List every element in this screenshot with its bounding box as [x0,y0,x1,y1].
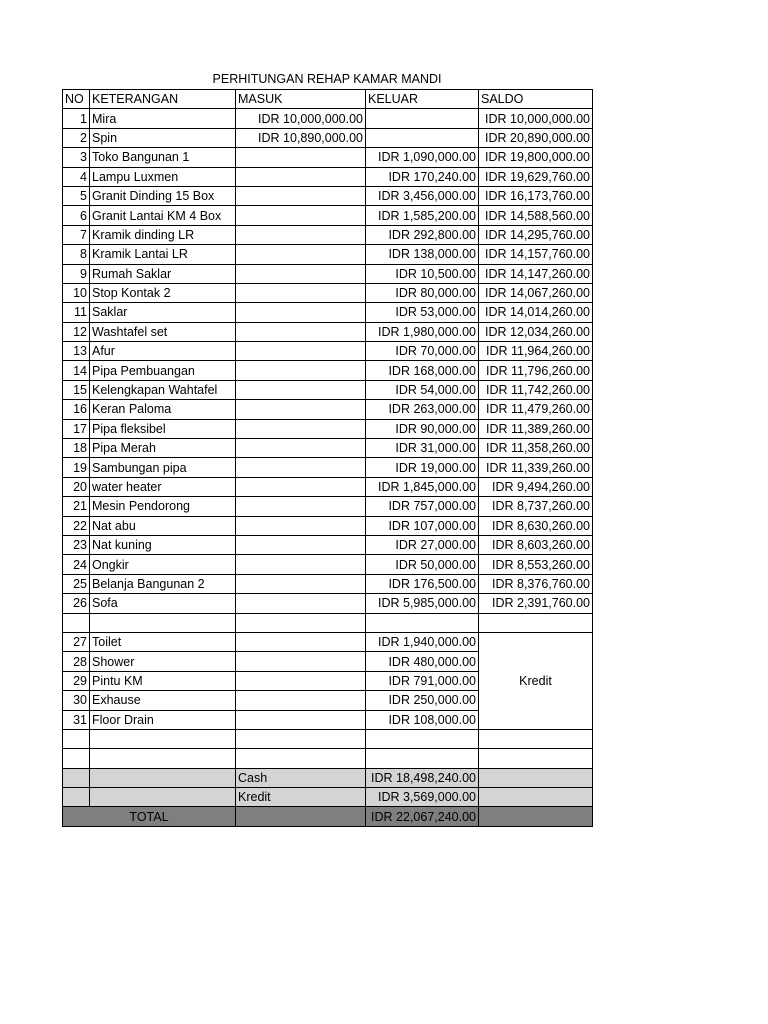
row-keluar-cell[interactable]: IDR 5,985,000.00 [366,594,479,613]
table-row [63,477,593,496]
blank-cell[interactable] [366,729,479,748]
row-masuk-cell[interactable] [236,303,366,322]
row-no-cell[interactable]: 6 [63,206,90,225]
blank-cell[interactable] [63,768,90,787]
row-keterangan-cell[interactable]: Floor Drain [90,710,236,729]
kredit-merged-cell[interactable]: Kredit [479,632,593,729]
row-keterangan-cell[interactable]: Pipa Pembuangan [90,361,236,380]
row-keluar-cell[interactable]: IDR 70,000.00 [366,342,479,361]
cash-label[interactable]: Cash [236,768,366,787]
blank-cell[interactable] [63,613,90,632]
row-masuk-cell[interactable] [236,264,366,283]
row-saldo-cell[interactable]: IDR 14,295,760.00 [479,225,593,244]
row-masuk-cell[interactable] [236,283,366,302]
blank-row [63,613,593,632]
row-no-cell[interactable]: 24 [63,555,90,574]
row-masuk-cell[interactable] [236,574,366,593]
row-keterangan-cell[interactable]: Ongkir [90,555,236,574]
table-row [63,206,593,225]
row-saldo-cell[interactable]: IDR 8,630,260.00 [479,516,593,535]
row-masuk-cell[interactable] [236,186,366,205]
row-masuk-cell[interactable] [236,652,366,671]
blank-cell[interactable] [236,613,366,632]
table-row [63,574,593,593]
row-keterangan-cell[interactable]: Toilet [90,632,236,651]
blank-cell[interactable] [479,807,593,826]
table-row [63,535,593,554]
row-saldo-cell[interactable]: IDR 12,034,260.00 [479,322,593,341]
row-keluar-cell[interactable]: IDR 176,500.00 [366,574,479,593]
row-keterangan-cell[interactable]: Pipa Merah [90,439,236,458]
blank-cell[interactable] [366,749,479,768]
row-saldo-cell[interactable]: IDR 8,376,760.00 [479,574,593,593]
row-no-cell[interactable]: 2 [63,128,90,147]
row-keterangan-cell[interactable]: Kramik Lantai LR [90,245,236,264]
row-masuk-cell[interactable] [236,710,366,729]
table-row [63,245,593,264]
total-row [63,807,593,826]
row-keluar-cell[interactable]: IDR 53,000.00 [366,303,479,322]
table-row [63,594,593,613]
row-keluar-cell[interactable]: IDR 19,000.00 [366,458,479,477]
row-keterangan-cell[interactable]: Mesin Pendorong [90,497,236,516]
table-row [63,555,593,574]
row-saldo-cell[interactable]: IDR 11,796,260.00 [479,361,593,380]
table-row [63,342,593,361]
row-keluar-cell[interactable]: IDR 168,000.00 [366,361,479,380]
row-keluar-cell[interactable]: IDR 1,845,000.00 [366,477,479,496]
header-masuk[interactable]: MASUK [236,90,366,109]
blank-cell[interactable] [479,768,593,787]
row-masuk-cell[interactable] [236,342,366,361]
row-keluar-cell[interactable]: IDR 80,000.00 [366,283,479,302]
blank-cell[interactable] [63,749,90,768]
table-row [63,303,593,322]
row-saldo-cell[interactable]: IDR 8,737,260.00 [479,497,593,516]
row-keluar-cell[interactable]: IDR 138,000.00 [366,245,479,264]
row-keluar-cell[interactable]: IDR 27,000.00 [366,535,479,554]
row-no-cell[interactable]: 10 [63,283,90,302]
row-keterangan-cell[interactable]: Belanja Bangunan 2 [90,574,236,593]
blank-cell[interactable] [479,788,593,807]
row-masuk-cell[interactable] [236,322,366,341]
row-no-cell[interactable]: 27 [63,632,90,651]
row-keluar-cell[interactable]: IDR 1,980,000.00 [366,322,479,341]
row-keluar-cell[interactable]: IDR 292,800.00 [366,225,479,244]
summary-group [63,729,593,826]
row-no-cell[interactable]: 23 [63,535,90,554]
row-no-cell[interactable]: 16 [63,400,90,419]
blank-cell[interactable] [90,729,236,748]
row-no-cell[interactable]: 26 [63,594,90,613]
table-row [63,516,593,535]
row-keluar-cell[interactable]: IDR 90,000.00 [366,419,479,438]
row-no-cell[interactable]: 22 [63,516,90,535]
table-row [63,497,593,516]
table-row [63,322,593,341]
row-masuk-cell[interactable] [236,497,366,516]
row-no-cell[interactable]: 3 [63,148,90,167]
row-masuk-cell[interactable] [236,439,366,458]
row-no-cell[interactable]: 12 [63,322,90,341]
blank-cell[interactable] [479,749,593,768]
row-keluar-cell[interactable] [366,109,479,128]
blank-cell[interactable] [236,729,366,748]
row-saldo-cell[interactable]: IDR 19,800,000.00 [479,148,593,167]
row-keluar-cell[interactable]: IDR 757,000.00 [366,497,479,516]
row-masuk-cell[interactable] [236,477,366,496]
header-saldo[interactable]: SALDO [479,90,593,109]
row-no-cell[interactable]: 17 [63,419,90,438]
header-row [63,90,593,109]
row-masuk-cell[interactable] [236,594,366,613]
row-saldo-cell[interactable]: IDR 8,603,260.00 [479,535,593,554]
row-keluar-cell[interactable]: IDR 50,000.00 [366,555,479,574]
row-saldo-cell[interactable]: IDR 14,067,260.00 [479,283,593,302]
row-saldo-cell[interactable]: IDR 11,742,260.00 [479,380,593,399]
row-saldo-cell[interactable]: IDR 9,494,260.00 [479,477,593,496]
row-masuk-cell[interactable] [236,632,366,651]
blank-cell[interactable] [236,749,366,768]
row-no-cell[interactable]: 8 [63,245,90,264]
row-masuk-cell[interactable] [236,555,366,574]
table-row [63,264,593,283]
table-row [63,225,593,244]
row-keluar-cell[interactable]: IDR 1,585,200.00 [366,206,479,225]
row-no-cell[interactable]: 11 [63,303,90,322]
row-keterangan-cell[interactable]: Granit Dinding 15 Box [90,186,236,205]
row-keterangan-cell[interactable]: Toko Bangunan 1 [90,148,236,167]
transaction-rows [63,109,593,613]
row-keluar-cell[interactable]: IDR 107,000.00 [366,516,479,535]
blank-row-group [63,613,593,632]
sheet-title: PERHITUNGAN REHAP KAMAR MANDI [212,72,442,86]
row-no-cell[interactable]: 5 [63,186,90,205]
table-row [63,283,593,302]
row-keterangan-cell[interactable]: Keran Paloma [90,400,236,419]
row-masuk-cell[interactable] [236,458,366,477]
row-no-cell[interactable]: 29 [63,671,90,690]
blank-cell[interactable] [90,613,236,632]
row-keluar-cell[interactable]: IDR 3,456,000.00 [366,186,479,205]
row-masuk-cell[interactable] [236,691,366,710]
table-row [63,400,593,419]
blank-cell[interactable] [479,613,593,632]
row-no-cell[interactable]: 4 [63,167,90,186]
row-keluar-cell[interactable]: IDR 1,090,000.00 [366,148,479,167]
row-no-cell[interactable]: 31 [63,710,90,729]
header-keluar[interactable]: KELUAR [366,90,479,109]
header-no[interactable]: NO [63,90,90,109]
header-keterangan[interactable]: KETERANGAN [90,90,236,109]
blank-row [63,749,593,768]
row-masuk-cell[interactable] [236,671,366,690]
kredit-rows [63,632,593,729]
row-saldo-cell[interactable]: IDR 14,588,560.00 [479,206,593,225]
row-keterangan-cell[interactable]: Nat abu [90,516,236,535]
row-saldo-cell[interactable]: IDR 10,000,000.00 [479,109,593,128]
table-row [63,186,593,205]
row-saldo-cell[interactable]: IDR 14,147,260.00 [479,264,593,283]
row-keterangan-cell[interactable]: Nat kuning [90,535,236,554]
row-keluar-cell[interactable]: IDR 250,000.00 [366,691,479,710]
row-no-cell[interactable]: 20 [63,477,90,496]
total-label[interactable]: TOTAL [63,807,236,826]
row-no-cell[interactable]: 21 [63,497,90,516]
total-value[interactable]: IDR 22,067,240.00 [366,807,479,826]
table-row [63,109,593,128]
cash-value[interactable]: IDR 18,498,240.00 [366,768,479,787]
blank-cell[interactable] [63,729,90,748]
table-row [63,128,593,147]
row-masuk-cell[interactable] [236,361,366,380]
row-saldo-cell[interactable]: IDR 11,964,260.00 [479,342,593,361]
kredit-summary-row [63,788,593,807]
row-keterangan-cell[interactable]: Shower [90,652,236,671]
row-keterangan-cell[interactable]: Sofa [90,594,236,613]
row-masuk-cell[interactable]: IDR 10,890,000.00 [236,128,366,147]
row-masuk-cell[interactable] [236,225,366,244]
row-saldo-cell[interactable]: IDR 14,014,260.00 [479,303,593,322]
row-keluar-cell[interactable]: IDR 1,940,000.00 [366,632,479,651]
row-saldo-cell[interactable]: IDR 11,358,260.00 [479,439,593,458]
row-keluar-cell[interactable]: IDR 10,500.00 [366,264,479,283]
row-masuk-cell[interactable] [236,535,366,554]
row-keterangan-cell[interactable]: Saklar [90,303,236,322]
row-keterangan-cell[interactable]: Kelengkapan Wahtafel [90,380,236,399]
row-saldo-cell[interactable]: IDR 2,391,760.00 [479,594,593,613]
blank-cell[interactable] [63,788,90,807]
row-no-cell[interactable]: 19 [63,458,90,477]
row-keterangan-cell[interactable]: Kramik dinding LR [90,225,236,244]
blank-cell[interactable] [90,788,236,807]
row-keterangan-cell[interactable]: Rumah Saklar [90,264,236,283]
table-row [63,380,593,399]
blank-row [63,729,593,748]
row-masuk-cell[interactable] [236,516,366,535]
blank-cell[interactable] [366,613,479,632]
row-saldo-cell[interactable]: IDR 11,389,260.00 [479,419,593,438]
blank-cell[interactable] [90,768,236,787]
kredit-summary-value[interactable]: IDR 3,569,000.00 [366,788,479,807]
row-keluar-cell[interactable]: IDR 54,000.00 [366,380,479,399]
table-row [63,148,593,167]
row-keluar-cell[interactable]: IDR 108,000.00 [366,710,479,729]
table-row [63,361,593,380]
row-no-cell[interactable]: 1 [63,109,90,128]
row-keterangan-cell[interactable]: Pipa fleksibel [90,419,236,438]
table-row [63,419,593,438]
table-row [63,167,593,186]
row-no-cell[interactable]: 13 [63,342,90,361]
row-keterangan-cell[interactable]: Spin [90,128,236,147]
row-saldo-cell[interactable]: IDR 16,173,760.00 [479,186,593,205]
row-masuk-cell[interactable] [236,148,366,167]
row-no-cell[interactable]: 18 [63,439,90,458]
row-masuk-cell[interactable]: IDR 10,000,000.00 [236,109,366,128]
row-saldo-cell[interactable]: IDR 14,157,760.00 [479,245,593,264]
row-keluar-cell[interactable]: IDR 31,000.00 [366,439,479,458]
row-saldo-cell[interactable]: IDR 20,890,000.00 [479,128,593,147]
row-keterangan-cell[interactable]: Sambungan pipa [90,458,236,477]
row-masuk-cell[interactable] [236,245,366,264]
blank-cell[interactable] [236,807,366,826]
row-keluar-cell[interactable]: IDR 791,000.00 [366,671,479,690]
row-saldo-cell[interactable]: IDR 19,629,760.00 [479,167,593,186]
row-keterangan-cell[interactable]: Pintu KM [90,671,236,690]
table-row [63,439,593,458]
row-masuk-cell[interactable] [236,380,366,399]
row-keluar-cell[interactable]: IDR 480,000.00 [366,652,479,671]
row-saldo-cell[interactable]: IDR 8,553,260.00 [479,555,593,574]
row-keterangan-cell[interactable]: Granit Lantai KM 4 Box [90,206,236,225]
row-no-cell[interactable]: 25 [63,574,90,593]
cash-summary-row [63,768,593,787]
kredit-table-row [63,632,593,651]
row-keterangan-cell[interactable]: Exhause [90,691,236,710]
row-keterangan-cell[interactable]: Washtafel set [90,322,236,341]
row-masuk-cell[interactable] [236,419,366,438]
row-no-cell[interactable]: 30 [63,691,90,710]
row-keterangan-cell[interactable]: Lampu Luxmen [90,167,236,186]
row-keterangan-cell[interactable]: Afur [90,342,236,361]
row-keluar-cell[interactable]: IDR 263,000.00 [366,400,479,419]
row-no-cell[interactable]: 15 [63,380,90,399]
row-no-cell[interactable]: 14 [63,361,90,380]
table-row [63,458,593,477]
row-keterangan-cell[interactable]: Stop Kontak 2 [90,283,236,302]
row-saldo-cell[interactable]: IDR 11,479,260.00 [479,400,593,419]
row-keterangan-cell[interactable]: Mira [90,109,236,128]
row-masuk-cell[interactable] [236,400,366,419]
row-saldo-cell[interactable]: IDR 11,339,260.00 [479,458,593,477]
row-masuk-cell[interactable] [236,167,366,186]
row-keluar-cell[interactable] [366,128,479,147]
blank-cell[interactable] [479,729,593,748]
row-no-cell[interactable]: 9 [63,264,90,283]
row-no-cell[interactable]: 7 [63,225,90,244]
row-keluar-cell[interactable]: IDR 170,240.00 [366,167,479,186]
row-no-cell[interactable]: 28 [63,652,90,671]
row-keterangan-cell[interactable]: water heater [90,477,236,496]
spreadsheet-table [62,89,593,827]
row-masuk-cell[interactable] [236,206,366,225]
kredit-summary-label[interactable]: Kredit [236,788,366,807]
blank-cell[interactable] [90,749,236,768]
